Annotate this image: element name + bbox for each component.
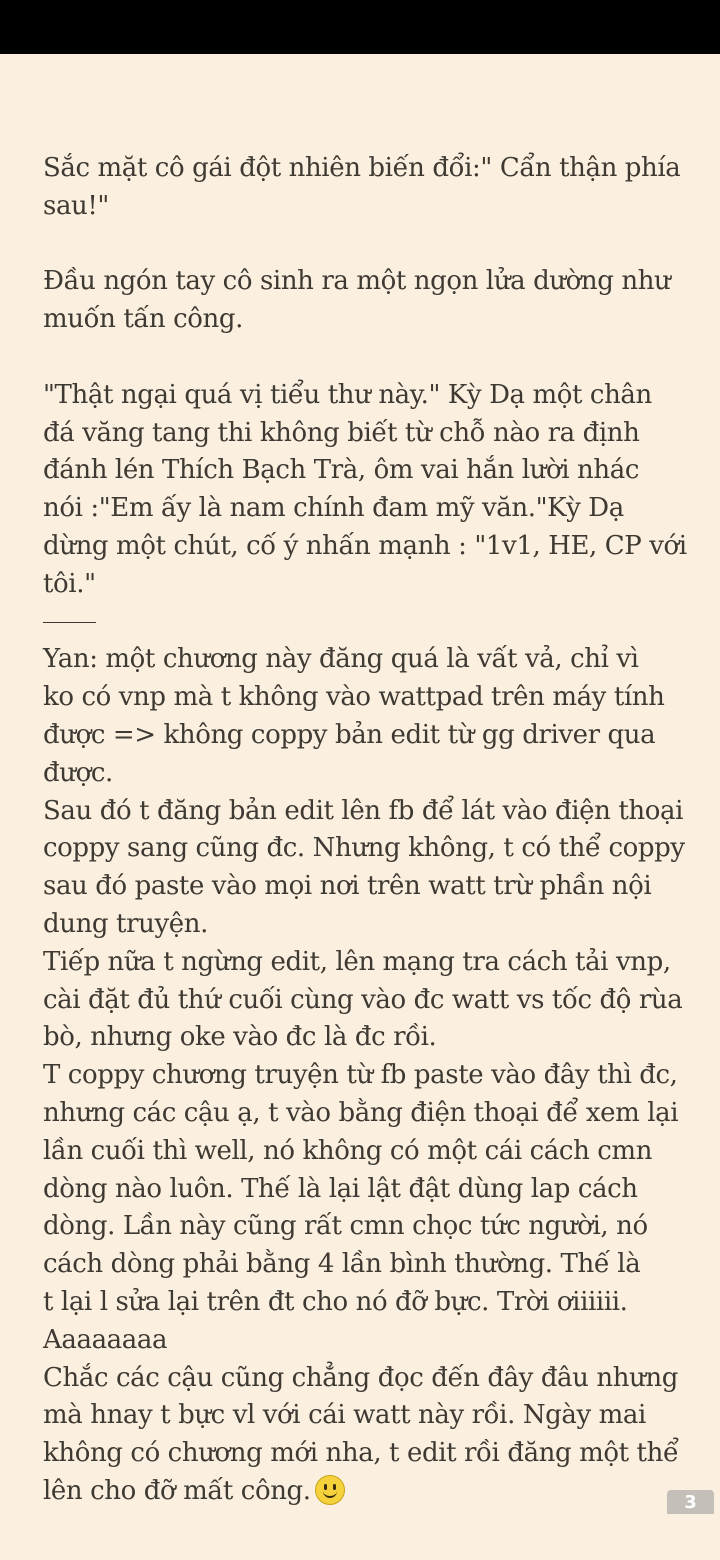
text-line: muốn tấn công. <box>43 304 243 335</box>
text-line: tôi." <box>43 568 96 599</box>
status-bar <box>0 0 720 54</box>
note-line: Yan: một chương này đăng quá là vất vả, chỉ vì <box>43 644 639 675</box>
smiley-icon <box>315 1475 345 1505</box>
note-line: được => không coppy bản edit từ gg driver qua <box>43 719 656 750</box>
note-line: Chắc các cậu cũng chẳng đọc đến đây đâu nhưng <box>43 1362 678 1393</box>
note-line: Sau đó t đăng bản edit lên fb để lát vào điện thoại <box>43 795 684 826</box>
note-line: Tiếp nữa t ngừng edit, lên mạng tra cách tải vnp, <box>43 946 671 977</box>
note-line: mà hnay t bực vl với cái watt này rồi. Ngày mai <box>43 1400 646 1431</box>
note-line: lần cuối thì well, nó không có một cái cách cmn <box>43 1135 653 1166</box>
text-line: "Thật ngại quá vị tiểu thư này." Kỳ Dạ một chân <box>43 379 652 410</box>
text-line: nói :"Em ấy là nam chính đam mỹ văn."Kỳ Dạ <box>43 493 624 524</box>
note-line: cài đặt đủ thứ cuối cùng vào đc watt vs tốc độ rùa <box>43 984 683 1015</box>
page-number-badge: 3 <box>667 1490 714 1514</box>
note-line: được. <box>43 757 113 788</box>
chapter-text <box>43 150 687 1511</box>
note-line: T coppy chương truyện từ fb paste vào đây thì đc, <box>43 1060 678 1091</box>
note-line: ko có vnp mà t không vào wattpad trên máy tính <box>43 682 665 713</box>
text-line: đánh lén Thích Bạch Trà, ôm vai hắn lười nhác <box>43 455 640 486</box>
note-line: sau đó paste vào mọi nơi trên watt trừ phần nội <box>43 871 652 902</box>
text-line: Sắc mặt cô gái đột nhiên biến đổi:" Cẩn thận phía <box>43 153 681 183</box>
note-line: không có chương mới nha, t edit rồi đăng một thể <box>43 1438 679 1469</box>
paragraph <box>43 377 687 604</box>
author-note <box>43 641 683 1510</box>
note-line: Aaaaaaaa <box>43 1324 168 1355</box>
paragraph <box>43 150 683 226</box>
last-line-text: lên cho đỡ mất công. <box>43 1475 311 1506</box>
bottom-fade <box>0 1514 720 1560</box>
text-line: dừng một chút, cố ý nhấn mạnh : "1v1, HE, CP với <box>43 530 687 561</box>
note-line: dòng nào luôn. Thế là lại lật đật dùng lap cách <box>43 1173 638 1204</box>
note-line <box>43 1473 683 1511</box>
text-line: Đầu ngón tay cô sinh ra một ngọn lửa dường như <box>43 266 671 297</box>
note-line: coppy sang cũng đc. Nhưng không, t có thể coppy <box>43 833 685 864</box>
note-line: cách dòng phải bằng 4 lần bình thường. Thế là <box>43 1249 641 1280</box>
separator <box>43 604 683 642</box>
note-line: t lại l sửa lại trên đt cho nó đỡ bực. Trời ơiiiiii. <box>43 1286 628 1317</box>
note-line: dung truyện. <box>43 908 208 939</box>
text-line: sau!" <box>43 190 109 221</box>
paragraph <box>43 263 683 339</box>
note-line: nhưng các cậu ạ, t vào bằng điện thoại để xem lại <box>43 1097 679 1128</box>
note-line: dòng. Lần này cũng rất cmn chọc tức người, nó <box>43 1211 648 1242</box>
text-line: đá văng tang thi không biết từ chỗ nào ra định <box>43 417 640 448</box>
note-line: bò, nhưng oke vào đc là đc rồi. <box>43 1022 437 1053</box>
